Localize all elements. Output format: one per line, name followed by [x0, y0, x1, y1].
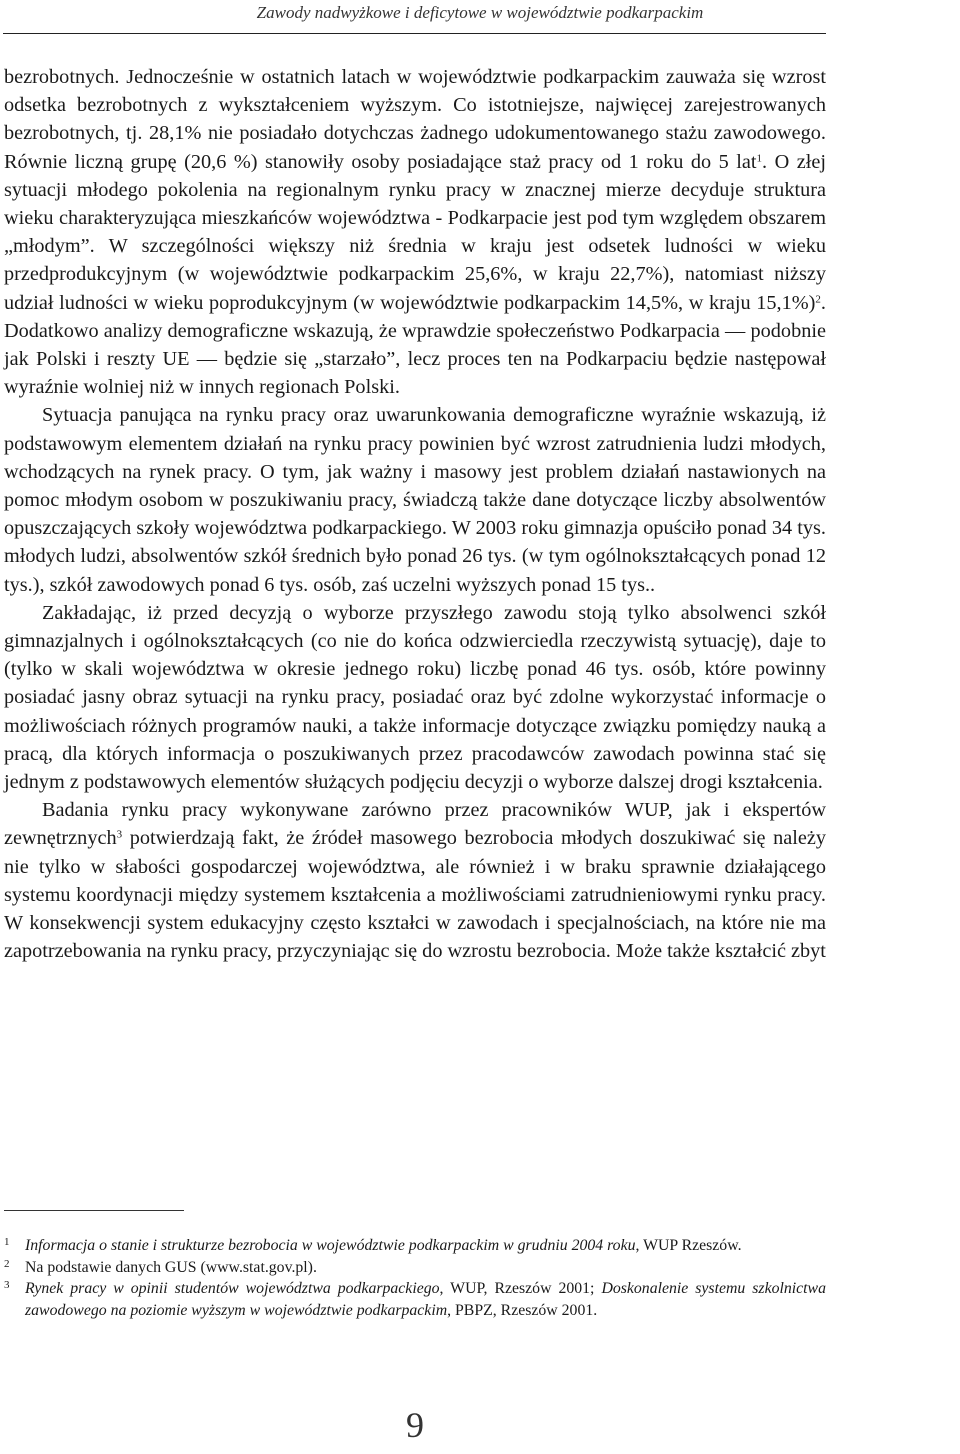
running-header: Zawody nadwyżkowe i deficytowe w województwie podkarpackim: [256, 3, 704, 22]
footnote-title: Informacja o stanie i strukturze bezrobocia w województwie podkarpackim w grudniu 2004 roku: [25, 1237, 636, 1254]
paragraph-4: [4, 796, 826, 965]
footnote-ref-1: 1: [756, 152, 763, 165]
paragraph-1-text-a: bezrobotnych. Jednocześnie w ostatnich latach w województwie podkarpackim zauważa się wzrost odsetka bezrobotnych z wykształceniem wyższym. Co istotniejsze, najwięcej zarejestrowanych bezrobotnych, tj. 28,1% nie posiadało dotychczas żadnego udokumentowanego stażu zawodowego. Równie liczną grupę (20,6 %) stanowiły osoby posiadające staż pracy od 1 roku do 5 lat: [4, 66, 826, 173]
paragraph-1-text-c: . Dodatkowo analizy demograficzne wskazują, że wprawdzie społeczeństwo Podkarpacia — podobnie jak Polski i reszty UE — będzie się „starzało”, lecz proces ten na Podkarpaciu będzie następował wyraźnie wolniej niż w innych regionach Polski.: [4, 291, 826, 399]
paragraph-3: Zakładając, iż przed decyzją o wyborze przyszłego zawodu stoją tylko absolwenci szkół gimnazjalnych i ogólnokształcących (co nie do końca odzwierciedla rzeczywistą sytuację), daje to (tylko w skali województwa w okresie jednego roku) liczbę ponad 46 tys. osób, które powinny posiadać jasny obraz sytuacji na rynku pracy, posiadać oraz być zdolne wykorzystać informacje o możliwościach różnych programów nauki, a także informacje dotyczące związku pomiędzy nauką a pracą, dla których informacja o poszukiwanych przez pracodawców zawodach powinna stać się jednym z podstawowych elementów służących podjęciu decyzji o wyborze dalszej drogi kształcenia.: [4, 601, 826, 794]
paragraph-1: [4, 63, 826, 401]
page-number: 9: [406, 1405, 424, 1445]
footnote-number: 1: [4, 1236, 10, 1248]
footnote-title: Rynek pracy w opinii studentów województwa podkarpackiego: [25, 1280, 440, 1297]
footnote-text: , WUP, Rzeszów 2001;: [439, 1280, 602, 1297]
header-divider: [3, 33, 826, 34]
footnote-text: , WUP Rzeszów.: [635, 1237, 742, 1254]
footnotes: [4, 1235, 826, 1321]
paragraph-4-text-b: potwierdzają fakt, że źródeł masowego bezrobocia młodych doszukiwać się należy nie tylko w słabości gospodarczej województwa, ale również i w braku sprawnie działającego systemu koordynacji między systemem kształcenia a możliwościami zatrudnieniowymi rynku pracy. W konsekwencji system edukacyjny często kształci w zawodach i specjalnościach, na które nie ma zapotrzebowania na rynku pracy, przyczyniając się do wzrostu bezrobocia. Może także kształcić zbyt: [4, 827, 826, 963]
footnote-1: [4, 1235, 826, 1257]
footnote-text: Na podstawie danych GUS (www.stat.gov.pl).: [25, 1258, 317, 1276]
footnote-number: 2: [4, 1257, 10, 1270]
footnote-ref-2: 2: [815, 293, 821, 306]
footnote-divider: [4, 1210, 184, 1211]
paragraph-2: Sytuacja panująca na rynku pracy oraz uwarunkowania demograficzne wyraźnie wskazują, iż podstawowym elementem działań na rynku pracy powinien być wzrost zatrudnienia ludzi młodych, wchodzących na rynek pracy. O tym, jak ważny i masowy jest problem działań nastawionych na pomoc młodym osobom w poszukiwaniu pracy, świadczą także dane dotyczące liczby absolwentów opuszczających szkoły województwa podkarpackiego. W 2003 roku gimnazja opuściło ponad 34 tys. młodych ludzi, absolwentów szkół średnich było ponad 26 tys. (w tym ogólnokształcących ponad 12 tys.), szkół zawodowych ponad 6 tys. osób, zaś uczelni wyższych ponad 15 tys..: [4, 404, 826, 596]
footnote-text: , PBPZ, Rzeszów 2001.: [447, 1301, 598, 1319]
footnote-number: 3: [4, 1279, 10, 1291]
paragraph-1-text-b: . O złej sytuacji młodego pokolenia na regionalnym rynku pracy w znacznej mierze decyduje struktura wieku charakteryzująca mieszkańców województwa - Podkarpacie jest pod tym względem obszarem „młodym”. W szczególności większy niż średnia w kraju jest odsetek ludności w wieku przedprodukcyjnym (w województwie podkarpackim 25,6%, w kraju 22,7%), natomiast niższy udział ludności w wieku poprodukcyjnym (w województwie podkarpackim 14,5%, w kraju 15,1%): [4, 150, 826, 314]
footnote-ref-3: 3: [116, 828, 123, 841]
footnote-title: Doskonalenie systemu szkolnictwa zawodowego na poziomie wyższym w województwie podkarpackim: [25, 1280, 826, 1319]
body-text: [4, 63, 826, 966]
footnote-2: [4, 1257, 826, 1279]
footnote-3: [4, 1278, 826, 1321]
paragraph-4-text-a: Badania rynku pracy wykonywane zarówno przez pracowników WUP, jak i ekspertów zewnętrznych: [4, 799, 826, 850]
